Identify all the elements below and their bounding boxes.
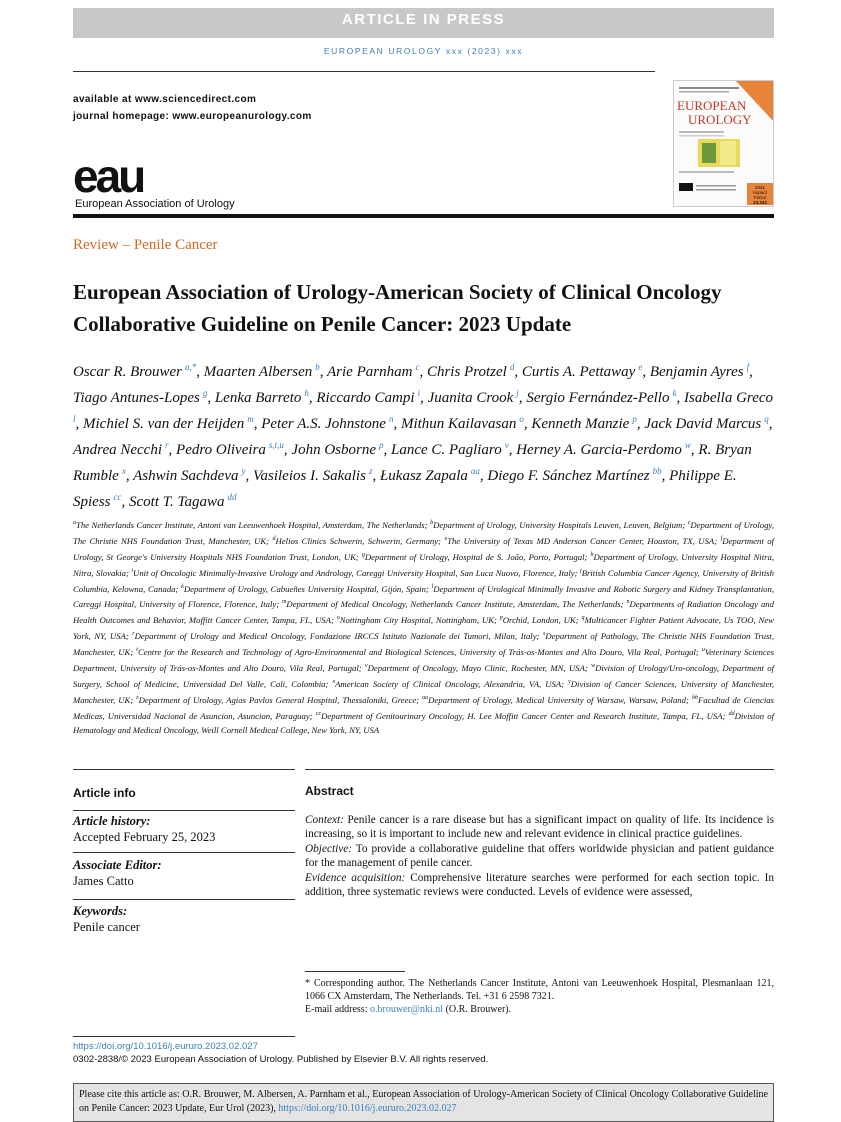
article-info-rule	[73, 810, 295, 811]
author-separator: ,	[121, 494, 130, 510]
affiliation-text: Department of Urology, Medical University of Warsaw, Warsaw, Poland;	[428, 694, 692, 705]
affiliation-marker: o	[336, 615, 340, 622]
affiliation-marker: h	[590, 551, 594, 558]
affiliation-marker: b	[430, 520, 434, 526]
affiliation-text: Department of Urology, The Christie NHS Foundation Trust, Manchester, UK;	[73, 519, 774, 546]
author-affiliation-marker[interactable]: z	[368, 466, 373, 476]
author-name[interactable]: Isabella Greco	[684, 390, 774, 406]
article-history-value: Accepted February 25, 2023	[73, 830, 216, 844]
editor-rule	[73, 852, 295, 853]
author-separator: ,	[676, 390, 684, 406]
author-separator: ,	[523, 416, 532, 432]
author-separator: ,	[372, 468, 380, 484]
citation-doi-link[interactable]: https://doi.org/10.1016/j.eururo.2023.02.027	[278, 1103, 457, 1114]
affiliation-marker: u	[701, 647, 705, 654]
affiliation-marker: y	[568, 678, 571, 685]
header-divider	[73, 71, 655, 72]
author-name[interactable]: Benjamin Ayres	[649, 364, 744, 380]
article-title: European Association of Urology-American Society of Clinical Oncology Collaborative Guideline on Penile Cancer: 2023 Update	[73, 280, 722, 336]
affiliation-text: The University of Texas MD Anderson Cancer Center, Houston, TX, USA;	[447, 535, 721, 546]
associate-editor-value: James Catto	[73, 874, 134, 888]
abstract-context	[305, 813, 774, 842]
author-affiliation-marker[interactable]: aa	[470, 466, 480, 476]
affiliation-marker: w	[591, 663, 596, 670]
affiliation-marker: m	[282, 599, 287, 606]
affiliation-text: Department of Medical Oncology, Netherlands Cancer Institute, Amsterdam, The Netherlands;	[286, 599, 627, 610]
doi-link[interactable]: https://doi.org/10.1016/j.eururo.2023.02.027	[73, 1041, 258, 1052]
affiliation-marker: cc	[315, 710, 322, 717]
author-list	[73, 357, 778, 513]
abstract-divider	[305, 769, 774, 770]
affiliation-text: Centre for the Research and Technology of Agro-Environmental and Biological Sciences, University of Trás-os-Montes and Alto Douro, Vila Real, Portugal;	[137, 647, 702, 658]
author-separator: ,	[479, 468, 488, 484]
affiliation-marker: v	[364, 663, 368, 670]
objective-text: To provide a collaborative guideline that offers worldwide physician and patient guidance for the management of penile cancer.	[305, 842, 774, 870]
author-separator: ,	[283, 442, 292, 458]
masthead-divider	[73, 214, 774, 218]
author-name[interactable]: Peter A.S. Johnstone	[261, 416, 386, 432]
affiliation-text: Multicancer Fighter Patient Advocate, Us TOO, New York, NY, USA;	[73, 615, 774, 642]
cover-title-line2: UROLOGY	[688, 112, 752, 127]
evidence-text: Comprehensive literature searches were performed for each section topic. In addition, three systematic reviews were conducted. Levels of evidence were assessed,	[305, 871, 775, 899]
affiliation-marker: e	[444, 535, 448, 542]
author-affiliation-marker[interactable]: o	[519, 414, 524, 424]
author-affiliation-marker[interactable]: s,t,u	[268, 440, 284, 450]
footnote-rule	[305, 971, 405, 972]
author-separator: ,	[514, 364, 522, 380]
context-text: Penile cancer is a rare disease but has a significant impact on quality of life. Its incidence is increasing, so it is important to include new and relevant evidence in clinical practice guidelines.	[305, 814, 774, 841]
author-name[interactable]: Andrea Necchi	[73, 442, 162, 458]
author-affiliation-marker[interactable]: f	[746, 362, 750, 372]
citation-box	[73, 1083, 774, 1122]
corresponding-author-footnote	[305, 977, 774, 1016]
affiliation-text: Department of Pathology, The Christie NHS Foundation Trust, Manchester, UK;	[73, 631, 774, 658]
author-separator: ,	[518, 390, 527, 406]
affiliation-text: Department of Urology and Medical Oncology, Fondazione IRCCS Istituto Nazionale dei Tumori, Milan, Italy;	[134, 631, 544, 642]
author-separator: ,	[308, 390, 317, 406]
author-separator: ,	[642, 364, 650, 380]
author-separator: ,	[168, 442, 177, 458]
author-affiliation-marker[interactable]: m	[247, 414, 254, 424]
author-name[interactable]: John Osborne	[291, 442, 376, 458]
sciencedirect-link[interactable]: available at www.sciencedirect.com	[73, 94, 257, 105]
author-affiliation-marker[interactable]: c	[415, 362, 420, 372]
affiliation-marker: aa	[422, 694, 429, 701]
author-name[interactable]: R. Bryan Rumble	[73, 442, 752, 484]
author-name[interactable]: Sergio Fernández-Pello	[526, 390, 670, 406]
author-name[interactable]: Maarten Albersen	[203, 364, 313, 380]
affiliation-marker: r	[132, 631, 135, 638]
keywords-rule	[73, 899, 295, 900]
author-name[interactable]: Diego F. Sánchez Martínez	[487, 468, 650, 484]
author-affiliation-marker[interactable]: r	[165, 440, 169, 450]
availability-block	[73, 91, 312, 125]
eau-logo-mark	[73, 156, 273, 214]
cover-title-line1: EUROPEAN	[677, 98, 747, 113]
affiliation-marker: n	[626, 599, 630, 606]
footnote-email-line	[305, 1003, 774, 1016]
author-affiliation-marker[interactable]: j	[516, 388, 519, 398]
affiliation-marker: f	[720, 535, 723, 542]
affiliation-text: Division of Hematology and Medical Oncology, Weill Cornell Medical College, New York, NY, USA	[73, 710, 774, 735]
affiliation-text: Department of Urological Minimally Invasive and Robotic Surgery and Kidney Transplantation, Careggi Hospital, University of Florence, Florence, Italy;	[73, 583, 774, 610]
email-suffix: (O.R. Brouwer).	[443, 1004, 512, 1015]
author-separator: ,	[196, 364, 204, 380]
author-affiliation-marker[interactable]: bb	[652, 466, 662, 476]
author-affiliation-marker[interactable]: g	[202, 388, 208, 398]
affiliation-marker: k	[181, 583, 184, 590]
author-name[interactable]: Ashwin Sachdeva	[133, 468, 239, 484]
author-name[interactable]: Riccardo Campi	[316, 390, 415, 406]
footnote-text: * Corresponding author. The Netherlands Cancer Institute, Antoni van Leeuwenhoek Hospital, Plesmanlaan 121, 1066 CX Amsterdam, The Netherlands. Tel. +31 6 2598 7321.	[305, 978, 774, 1002]
author-separator: ,	[125, 468, 134, 484]
citation-text: Please cite this article as: O.R. Brouwer, M. Albersen, A. Parnham et al., European Association of Urology-American Society of Clinical Oncology Collaborative Guideline on Penile Cancer: 2023 Update, Eur Urol (2023),	[79, 1089, 768, 1114]
associate-editor-label: Associate Editor:	[73, 858, 162, 872]
author-name[interactable]: Pedro Oliveira	[176, 442, 266, 458]
copyright-notice: 0302-2838/© 2023 European Association of Urology. Published by Elsevier B.V. All rights reserved.	[73, 1054, 489, 1065]
author-name[interactable]: Juanita Crook	[427, 390, 514, 406]
author-affiliation-marker[interactable]: h	[304, 388, 309, 398]
author-name[interactable]: Arie Parnham	[327, 364, 413, 380]
objective-label: Objective:	[305, 842, 353, 855]
affiliation-marker: z	[136, 694, 139, 701]
affiliation-list	[73, 516, 774, 737]
author-separator: ,	[636, 416, 645, 432]
journal-homepage-link[interactable]: journal homepage: www.europeanurology.com	[73, 111, 312, 122]
author-separator: ,	[393, 416, 401, 432]
affiliation-marker: d	[272, 535, 276, 542]
affiliation-text: Department of Urology, Cabueñes University Hospital, Gijón, Spain;	[183, 583, 432, 594]
affiliation-marker: a	[73, 520, 76, 526]
author-affiliation-marker[interactable]: y	[241, 466, 246, 476]
keywords-label: Keywords:	[73, 904, 128, 918]
author-affiliation-marker[interactable]: k	[672, 388, 677, 398]
author-name[interactable]: Kenneth Manzie	[531, 416, 630, 432]
author-name[interactable]: Vasileios I. Sakalis	[253, 468, 366, 484]
author-separator: ,	[420, 390, 428, 406]
abstract-heading: Abstract	[305, 784, 354, 798]
evidence-label: Evidence acquisition:	[305, 871, 406, 884]
journal-cover-image	[674, 81, 774, 207]
eau-mark-text: eau	[73, 156, 144, 202]
affiliation-text: Unit of Oncologic Minimally-Invasive Urology and Andrology, Careggi University Hospital, San Luca Nuovo, Florence, Italy;	[133, 567, 581, 578]
author-affiliation-marker[interactable]: cc	[113, 492, 122, 502]
affiliation-text: Department of Urology, University Hospital Nitra, Nitra, Slovakia;	[73, 551, 774, 578]
affiliation-text: Facultad de Ciencias Medicas, Universidad Nacional de Asuncion, Asuncion, Paraguay;	[73, 694, 774, 721]
affiliation-text: American Society of Clinical Oncology, Alexandria, VA, USA;	[335, 678, 569, 689]
doi-rule	[73, 1036, 295, 1037]
affiliation-marker: s	[543, 631, 546, 638]
cover-impact-line4: 24.344	[753, 200, 767, 205]
affiliation-text: Department of Urology, Agios Pavlos General Hospital, Thessaloniki, Greece;	[138, 694, 423, 705]
author-affiliation-marker[interactable]: dd	[227, 492, 237, 502]
author-name[interactable]: Curtis A. Pettaway	[521, 364, 636, 380]
cover-impact-line2: Impact	[753, 190, 767, 195]
author-separator: ,	[661, 468, 670, 484]
author-name[interactable]: Chris Protzel	[426, 364, 507, 380]
journal-running-header: EUROPEAN UROLOGY xxx (2023) xxx	[323, 46, 524, 56]
abstract-evidence	[305, 871, 774, 900]
affiliation-text: Nottingham City Hospital, Nottingham, UK;	[339, 615, 500, 626]
article-category: Review – Penile Cancer	[73, 237, 218, 253]
affiliation-text: Department of Urology, University Hospitals Leuven, Leuven, Belgium;	[433, 519, 688, 530]
journal-cover-thumbnail[interactable]	[673, 80, 774, 207]
author-name[interactable]: Lenka Barreto	[214, 390, 302, 406]
author-separator: ,	[319, 364, 328, 380]
author-name[interactable]: Oscar R. Brouwer	[73, 364, 183, 380]
affiliation-marker: dd	[728, 710, 735, 717]
author-affiliation-marker[interactable]: w	[684, 440, 691, 450]
article-info-heading: Article info	[73, 786, 136, 800]
abstract-body	[305, 813, 774, 899]
abstract-objective	[305, 842, 774, 871]
author-affiliation-marker[interactable]: q	[764, 414, 769, 424]
keywords-value[interactable]: Penile cancer	[73, 920, 140, 934]
affiliation-text: British Columbia Cancer Agency, University of British Columbia, Kelowna, Canada;	[73, 567, 775, 594]
affiliation-marker: x	[332, 678, 336, 685]
affiliation-marker: t	[136, 647, 138, 654]
author-affiliation-marker[interactable]: b	[315, 362, 320, 372]
author-affiliation-marker[interactable]: l	[73, 414, 76, 424]
doi-block	[73, 1040, 488, 1066]
affiliation-text: Department of Urology, Hospital de S. João, Porto, Portugal;	[364, 551, 591, 562]
author-affiliation-marker[interactable]: e	[638, 362, 643, 372]
author-affiliation-marker[interactable]: n	[388, 414, 394, 424]
affiliation-marker: q	[581, 615, 585, 622]
affiliation-text: Orchid, London, UK;	[502, 615, 582, 626]
affiliation-text: Helios Clinics Schwerin, Schwerin, Germany;	[275, 535, 445, 546]
author-separator: ,	[383, 442, 391, 458]
author-affiliation-marker[interactable]: p	[379, 440, 384, 450]
affiliation-marker: j	[580, 567, 582, 574]
author-affiliation-marker[interactable]: x	[121, 466, 126, 476]
article-in-press-banner: ARTICLE IN PRESS	[73, 8, 774, 38]
author-affiliation-marker[interactable]: v	[504, 440, 509, 450]
affiliation-text: The Netherlands Cancer Institute, Antoni van Leeuwenhoek Hospital, Amsterdam, The Netherlands;	[76, 519, 431, 530]
affiliation-marker: c	[687, 520, 691, 526]
author-name[interactable]: Michiel S. van der Heijden	[83, 416, 245, 432]
author-separator: ,	[768, 416, 773, 432]
affiliation-text: Department of Urology, St George's University Hospitals NHS Foundation Trust, London, UK;	[73, 535, 774, 562]
author-name[interactable]: Łukasz Zapala	[379, 468, 468, 484]
affiliation-text: Division of Cancer Sciences, University of Manchester, Manchester, UK;	[73, 678, 774, 705]
article-history-label: Article history:	[73, 814, 151, 828]
author-name[interactable]: Lance C. Pagliaro	[391, 442, 502, 458]
author-separator: ,	[749, 364, 753, 380]
cover-impact-line3: Factor	[753, 195, 767, 200]
author-separator: ,	[508, 442, 517, 458]
author-affiliation-marker[interactable]: d	[509, 362, 515, 372]
author-affiliation-marker[interactable]: p	[632, 414, 637, 424]
affiliation-marker: bb	[691, 694, 698, 701]
author-name[interactable]: Philippe E. Spiess	[73, 468, 737, 510]
affiliation-text: Division of Urology/Uro-oncology, Department of Surgery, School of Medicine, Universidad Del Valle, Cali, Colombia;	[73, 662, 774, 689]
author-name[interactable]: Mithun Kailavasan	[400, 416, 517, 432]
article-info-divider	[73, 769, 295, 770]
eau-logo-name: European Association of Urology	[75, 198, 235, 210]
affiliation-marker: g	[361, 551, 365, 558]
author-separator: ,	[245, 468, 253, 484]
author-affiliation-marker[interactable]: a,*	[185, 362, 197, 372]
affiliation-text: Department of Genitourinary Oncology, H. Lee Moffitt Cancer Center and Research Institute, Tampa, FL, USA;	[321, 710, 729, 721]
author-separator: ,	[253, 416, 262, 432]
affiliation-text: Department of Oncology, Mayo Clinic, Rochester, MN, USA;	[367, 662, 592, 673]
affiliation-marker: l	[431, 583, 434, 590]
author-name[interactable]: Herney A. Garcia-Perdomo	[516, 442, 682, 458]
author-separator: ,	[419, 364, 427, 380]
context-label: Context:	[305, 814, 344, 826]
author-affiliation-marker[interactable]: i	[417, 388, 421, 398]
author-separator: ,	[207, 390, 215, 406]
cover-impact-line1: 2021	[754, 185, 766, 190]
author-name[interactable]: Scott T. Tagawa	[129, 494, 225, 510]
affiliation-text: Veterinary Sciences Department, University of Trás-os-Montes and Alto Douro, Vila Real, Portugal;	[73, 647, 774, 673]
affiliation-text: Departments of Radiation Oncology and Health Outcomes and Behavior, Moffitt Cancer Center, Tampa, FL, USA;	[73, 599, 774, 626]
author-separator: ,	[75, 416, 84, 432]
affiliation-marker: i	[131, 567, 134, 574]
author-separator: ,	[690, 442, 699, 458]
email-link[interactable]: o.brouwer@nki.nl	[369, 1004, 444, 1015]
author-name[interactable]: Tiago Antunes-Lopes	[73, 390, 200, 406]
author-name[interactable]: Jack David Marcus	[644, 416, 762, 432]
affiliation-marker: p	[499, 615, 503, 622]
eau-logo	[73, 156, 273, 214]
email-label: E-mail address:	[305, 1004, 370, 1015]
